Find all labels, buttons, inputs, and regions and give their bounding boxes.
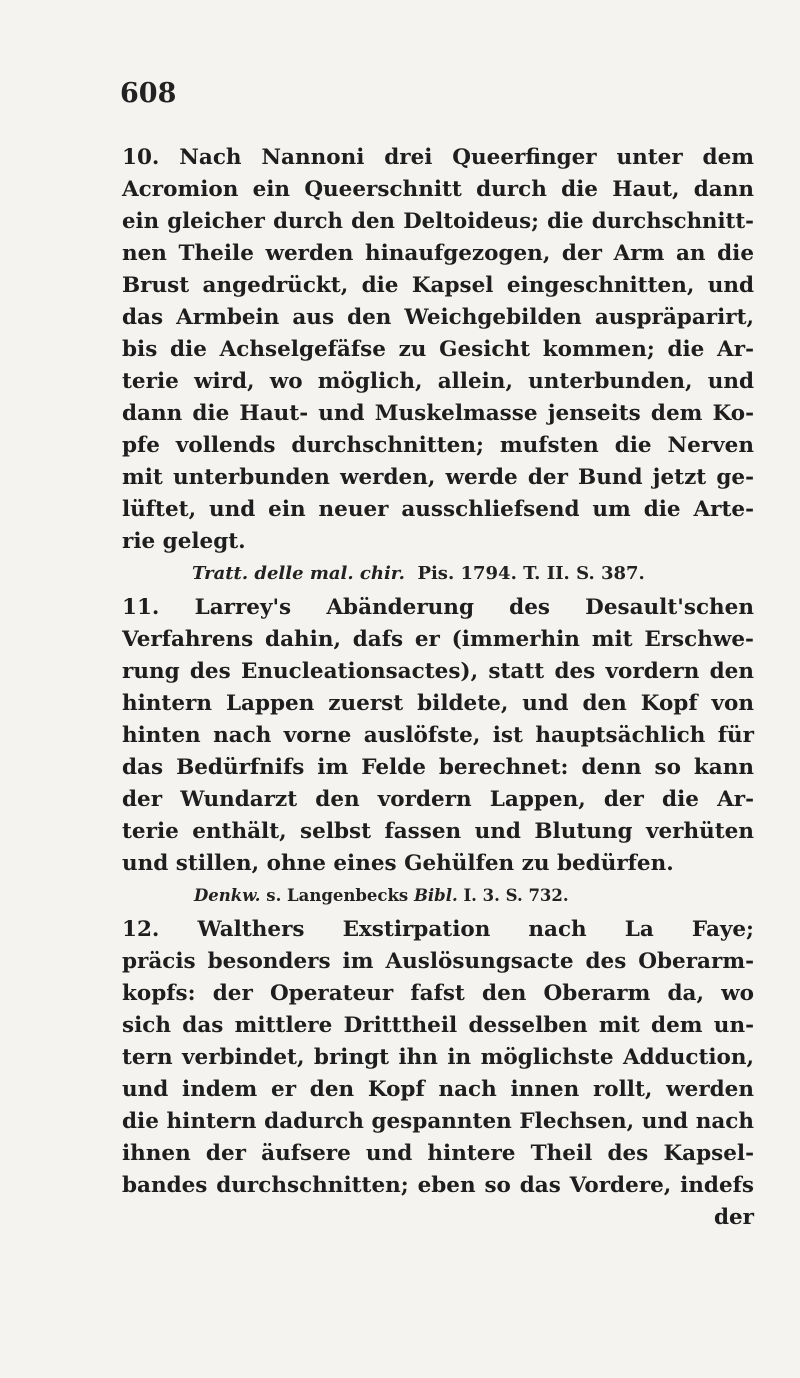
text-line: rung des Enucleationsactes), statt des vordern den (122, 659, 754, 684)
text-line: Acromion ein Queerschnitt durch die Haut, dann (122, 177, 754, 202)
text-line: ein gleicher durch den Deltoideus; die durchschnitt- (122, 209, 754, 234)
text-line: 10. Nach Nannoni drei Queerfinger unter dem (122, 145, 754, 170)
citation-details: s. Langenbecks (266, 886, 409, 905)
text-line: hintern Lappen zuerst bildete, und den Kopf von (122, 691, 754, 716)
citation-source: Tratt. delle mal. chir. (192, 563, 405, 584)
citation-work: Bibl. (413, 886, 458, 905)
text-line: terie wird, wo möglich, allein, unterbunden, und (122, 369, 754, 394)
text-line: lüftet, und ein neuer ausschliefsend um die Arte- (122, 497, 754, 522)
text-line: Brust angedrückt, die Kapsel eingeschnitten, und (122, 273, 754, 298)
text-line: bis die Achselgefäfse zu Gesicht kommen; die Ar- (122, 337, 754, 362)
text-line: pfe vollends durchschnitten; mufsten die Nerven (122, 433, 754, 458)
text-line: die hintern dadurch gespannten Flechsen, und nach (122, 1109, 754, 1134)
text-line: und indem er den Kopf nach innen rollt, werden (122, 1077, 754, 1102)
text-line: mit unterbunden werden, werde der Bund jetzt ge- (122, 465, 754, 490)
paragraph-11 (122, 592, 754, 914)
citation-nannoni (122, 558, 754, 592)
text-line: bandes durchschnitten; eben so das Vordere, indefs (122, 1173, 754, 1198)
text-line: 12. Walthers Exstirpation nach La Faye; (122, 917, 754, 942)
text-line: ihnen der äufsere und hintere Theil des Kapsel- (122, 1141, 754, 1166)
text-line: kopfs: der Operateur fafst den Oberarm da, wo (122, 981, 754, 1006)
citation-source: Denkw. (194, 886, 261, 905)
text-line: hinten nach vorne auslöfste, ist hauptsächlich für (122, 723, 754, 748)
text-line: tern verbindet, bringt ihn in möglichste Adduction, (122, 1045, 754, 1070)
paragraph-10 (122, 142, 754, 592)
text-line: rie gelegt. (122, 529, 246, 554)
text-line: terie enthält, selbst fassen und Blutung verhüten (122, 819, 754, 844)
text-line: Verfahrens dahin, dafs er (immerhin mit Erschwe- (122, 627, 754, 652)
text-line: das Armbein aus den Weichgebilden auspräparirt, (122, 305, 754, 330)
body-text (122, 142, 754, 1234)
text-line: der Wundarzt den vordern Lappen, der die Ar- (122, 787, 754, 812)
text-line: nen Theile werden hinaufgezogen, der Arm an die (122, 241, 754, 266)
citation-details: Pis. 1794. T. II. S. 387. (417, 563, 645, 584)
text-line: sich das mittlere Dritttheil desselben mit dem un- (122, 1013, 754, 1038)
catchword: der (713, 1205, 754, 1230)
text-line: und stillen, ohne eines Gehülfen zu bedürfen. (122, 851, 674, 876)
page-number: 608 (120, 78, 177, 109)
text-line: 11. Larrey's Abänderung des Desault'schen (122, 595, 754, 620)
citation-volume: I. 3. S. 732. (463, 886, 569, 905)
text-line: präcis besonders im Auslösungsacte des Oberarm- (122, 949, 754, 974)
citation-larrey (122, 880, 754, 914)
paragraph-12 (122, 914, 754, 1234)
text-line: dann die Haut- und Muskelmasse jenseits dem Ko- (122, 401, 754, 426)
text-line: das Bedürfnifs im Felde berechnet: denn so kann (122, 755, 754, 780)
